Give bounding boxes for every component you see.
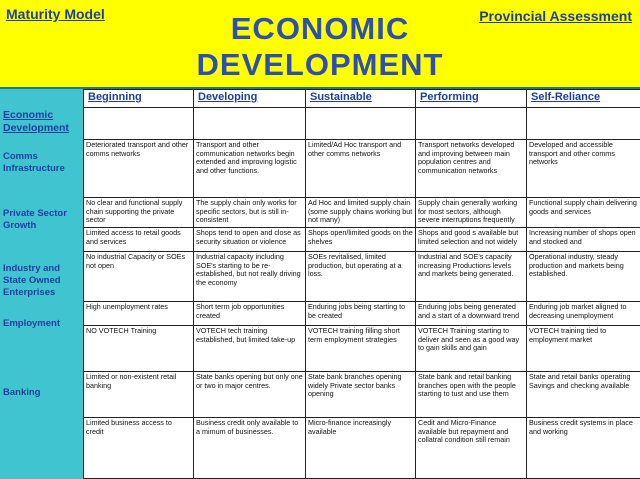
maturity-model-label: Maturity Model <box>6 6 105 22</box>
cell-text: VOTECH tech training established, but limited take-up <box>196 327 296 344</box>
table-cell <box>306 302 416 326</box>
cell-text: Shops open/limited goods on the shelves <box>308 229 413 246</box>
cell-text: Limited access to retail goods and services <box>86 229 181 246</box>
cell-text <box>196 109 303 138</box>
maturity-table <box>83 89 640 479</box>
cell-text: State bank branches opening widely Private sector banks opening <box>308 373 402 399</box>
table-cell <box>527 108 640 140</box>
cell-text: Transport and other communication networks begin extended and improving logistic and other functions. <box>196 141 297 175</box>
table-cell <box>194 108 306 140</box>
table-cell <box>527 372 640 418</box>
table-cell <box>306 228 416 252</box>
category-sidebar <box>0 89 83 479</box>
table-cell <box>527 418 640 479</box>
table-row <box>84 140 640 198</box>
table-row <box>84 108 640 140</box>
column-header-beginning: Beginning <box>84 90 194 108</box>
cell-text: VOTECH Training starting to deliver and seen as a good way to gain skills and gain <box>418 327 520 353</box>
cell-text: No clear and functional supply chain supporting the private sector <box>86 199 183 225</box>
table-cell <box>416 326 527 372</box>
table-cell <box>416 108 527 140</box>
table-row <box>84 198 640 228</box>
table-cell <box>84 326 194 372</box>
cell-text: Deteriorated transport and other comms networks <box>86 141 189 158</box>
table-cell <box>306 140 416 198</box>
cell-text: Transport networks developed and improving between main population centres and communication networks <box>418 141 515 175</box>
cell-text: The supply chain only works for specific sectors, but is still in-consistent <box>196 199 297 225</box>
table-row <box>84 228 640 252</box>
cell-text <box>308 109 413 138</box>
cell-text: Increasing number of shops open and stocked and <box>529 229 636 246</box>
header-banner <box>0 0 640 89</box>
page-title-line2: DEVELOPMENT <box>196 47 444 82</box>
cell-text: Short term job opportunities created <box>196 303 285 320</box>
cell-text: Supply chain generally working for most sectors, although severe interruptions frequently <box>418 199 518 225</box>
cell-text: State and retail banks operating Savings and checking available <box>529 373 631 390</box>
cell-text: Enduring jobs being starting to be created <box>308 303 406 320</box>
sidebar-main-label: Economic Development <box>3 109 69 134</box>
cell-text: Business credit only available to a mimum of businesses. <box>196 419 299 436</box>
category-private-sector-growth: Private Sector Growth <box>3 208 67 231</box>
cell-text: Limited or non-existent retail banking <box>86 373 177 390</box>
table-cell <box>527 252 640 302</box>
table-cell <box>306 372 416 418</box>
cell-text: Industrial and SOE's capacity increasing Productions levels and markets being generated. <box>418 253 514 279</box>
cell-text: Industrial capacity including SOE's starting to be re-established, but not really driving the economy <box>196 253 301 287</box>
table-cell <box>527 326 640 372</box>
cell-text: Ad Hoc and limited supply chain (some supply chains working but not many) <box>308 199 413 225</box>
table-row <box>84 302 640 326</box>
cell-text <box>529 109 638 138</box>
table-cell <box>306 252 416 302</box>
cell-text: SOEs revitalised, limited production, but operating at a loss. <box>308 253 402 279</box>
cell-text: Operational industry, steady production and markets being established. <box>529 253 624 279</box>
cell-text: State bank and retail banking branches open with the people starting to tust and use them <box>418 373 516 399</box>
cell-text: Business credit systems in place and working <box>529 419 633 436</box>
table-cell <box>194 252 306 302</box>
table-cell <box>527 302 640 326</box>
table-cell <box>194 302 306 326</box>
category-industry-soe: Industry and State Owned Enterprises <box>3 263 61 298</box>
table-cell <box>194 418 306 479</box>
cell-text: Enduring job market aligned to decreasing unemployment <box>529 303 627 320</box>
cell-text: Functional supply chain delivering goods and services <box>529 199 637 216</box>
table-cell <box>84 372 194 418</box>
cell-text <box>418 109 524 138</box>
cell-text: No industrial Capacity or SOEs not open <box>86 253 186 270</box>
category-comms-infrastructure: Comms Infrastructure <box>3 151 65 174</box>
table-cell <box>527 140 640 198</box>
cell-text: Limited/Ad Hoc transport and other comms networks <box>308 141 402 158</box>
table-cell <box>84 140 194 198</box>
table-row <box>84 326 640 372</box>
cell-text <box>86 109 191 138</box>
cell-text: State banks opening but only one or two in major centres. <box>196 373 303 390</box>
table-cell <box>416 198 527 228</box>
page-title-line1: ECONOMIC <box>230 11 410 46</box>
cell-text: Limited business access to credit <box>86 419 172 436</box>
table-cell <box>306 198 416 228</box>
cell-text: Micro-finance increasingly available <box>308 419 392 436</box>
table-row <box>84 418 640 479</box>
cell-text: Enduring jobs being generated and a start of a downward trend <box>418 303 520 320</box>
column-header-sustainable: Sustainable <box>306 90 416 108</box>
category-employment: Employment <box>3 318 61 329</box>
table-row <box>84 372 640 418</box>
cell-text: Developed and accessible transport and other comms networks <box>529 141 615 167</box>
table-cell <box>306 108 416 140</box>
cell-text: VOTECH training tied to employment market <box>529 327 607 344</box>
table-cell <box>194 372 306 418</box>
column-header-self-reliance: Self-Reliance <box>527 90 640 108</box>
table-cell <box>416 302 527 326</box>
column-header-developing: Developing <box>194 90 306 108</box>
provincial-assessment-label: Provincial Assessment <box>479 8 632 24</box>
table-cell <box>194 140 306 198</box>
table-cell <box>194 228 306 252</box>
table-cell <box>527 228 640 252</box>
table-cell <box>84 418 194 479</box>
cell-text: Shops and good s available but limited selection and not widely <box>418 229 519 246</box>
table-cell <box>416 140 527 198</box>
column-header-performing: Performing <box>416 90 527 108</box>
table-cell <box>84 228 194 252</box>
table-cell <box>194 326 306 372</box>
table-cell <box>84 302 194 326</box>
table-cell <box>84 108 194 140</box>
table-cell <box>84 198 194 228</box>
table-cell <box>306 326 416 372</box>
category-banking: Banking <box>3 387 41 398</box>
table-row <box>84 252 640 302</box>
table-cell <box>416 252 527 302</box>
cell-text: VOTECH training filling short term employment strategies <box>308 327 400 344</box>
table-cell <box>416 372 527 418</box>
table-header-row <box>84 90 640 108</box>
table-cell <box>416 228 527 252</box>
cell-text: High unemployment rates <box>86 303 168 311</box>
table-cell <box>194 198 306 228</box>
table-cell <box>416 418 527 479</box>
table-cell <box>84 252 194 302</box>
cell-text: Shops tend to open and close as security situation or violence <box>196 229 301 246</box>
cell-text: Cedit and Micro-Finance available but repayment and collatral condition still remain <box>418 419 510 445</box>
cell-text: NO VOTECH Training <box>86 327 157 335</box>
table-cell <box>527 198 640 228</box>
table-cell <box>306 418 416 479</box>
